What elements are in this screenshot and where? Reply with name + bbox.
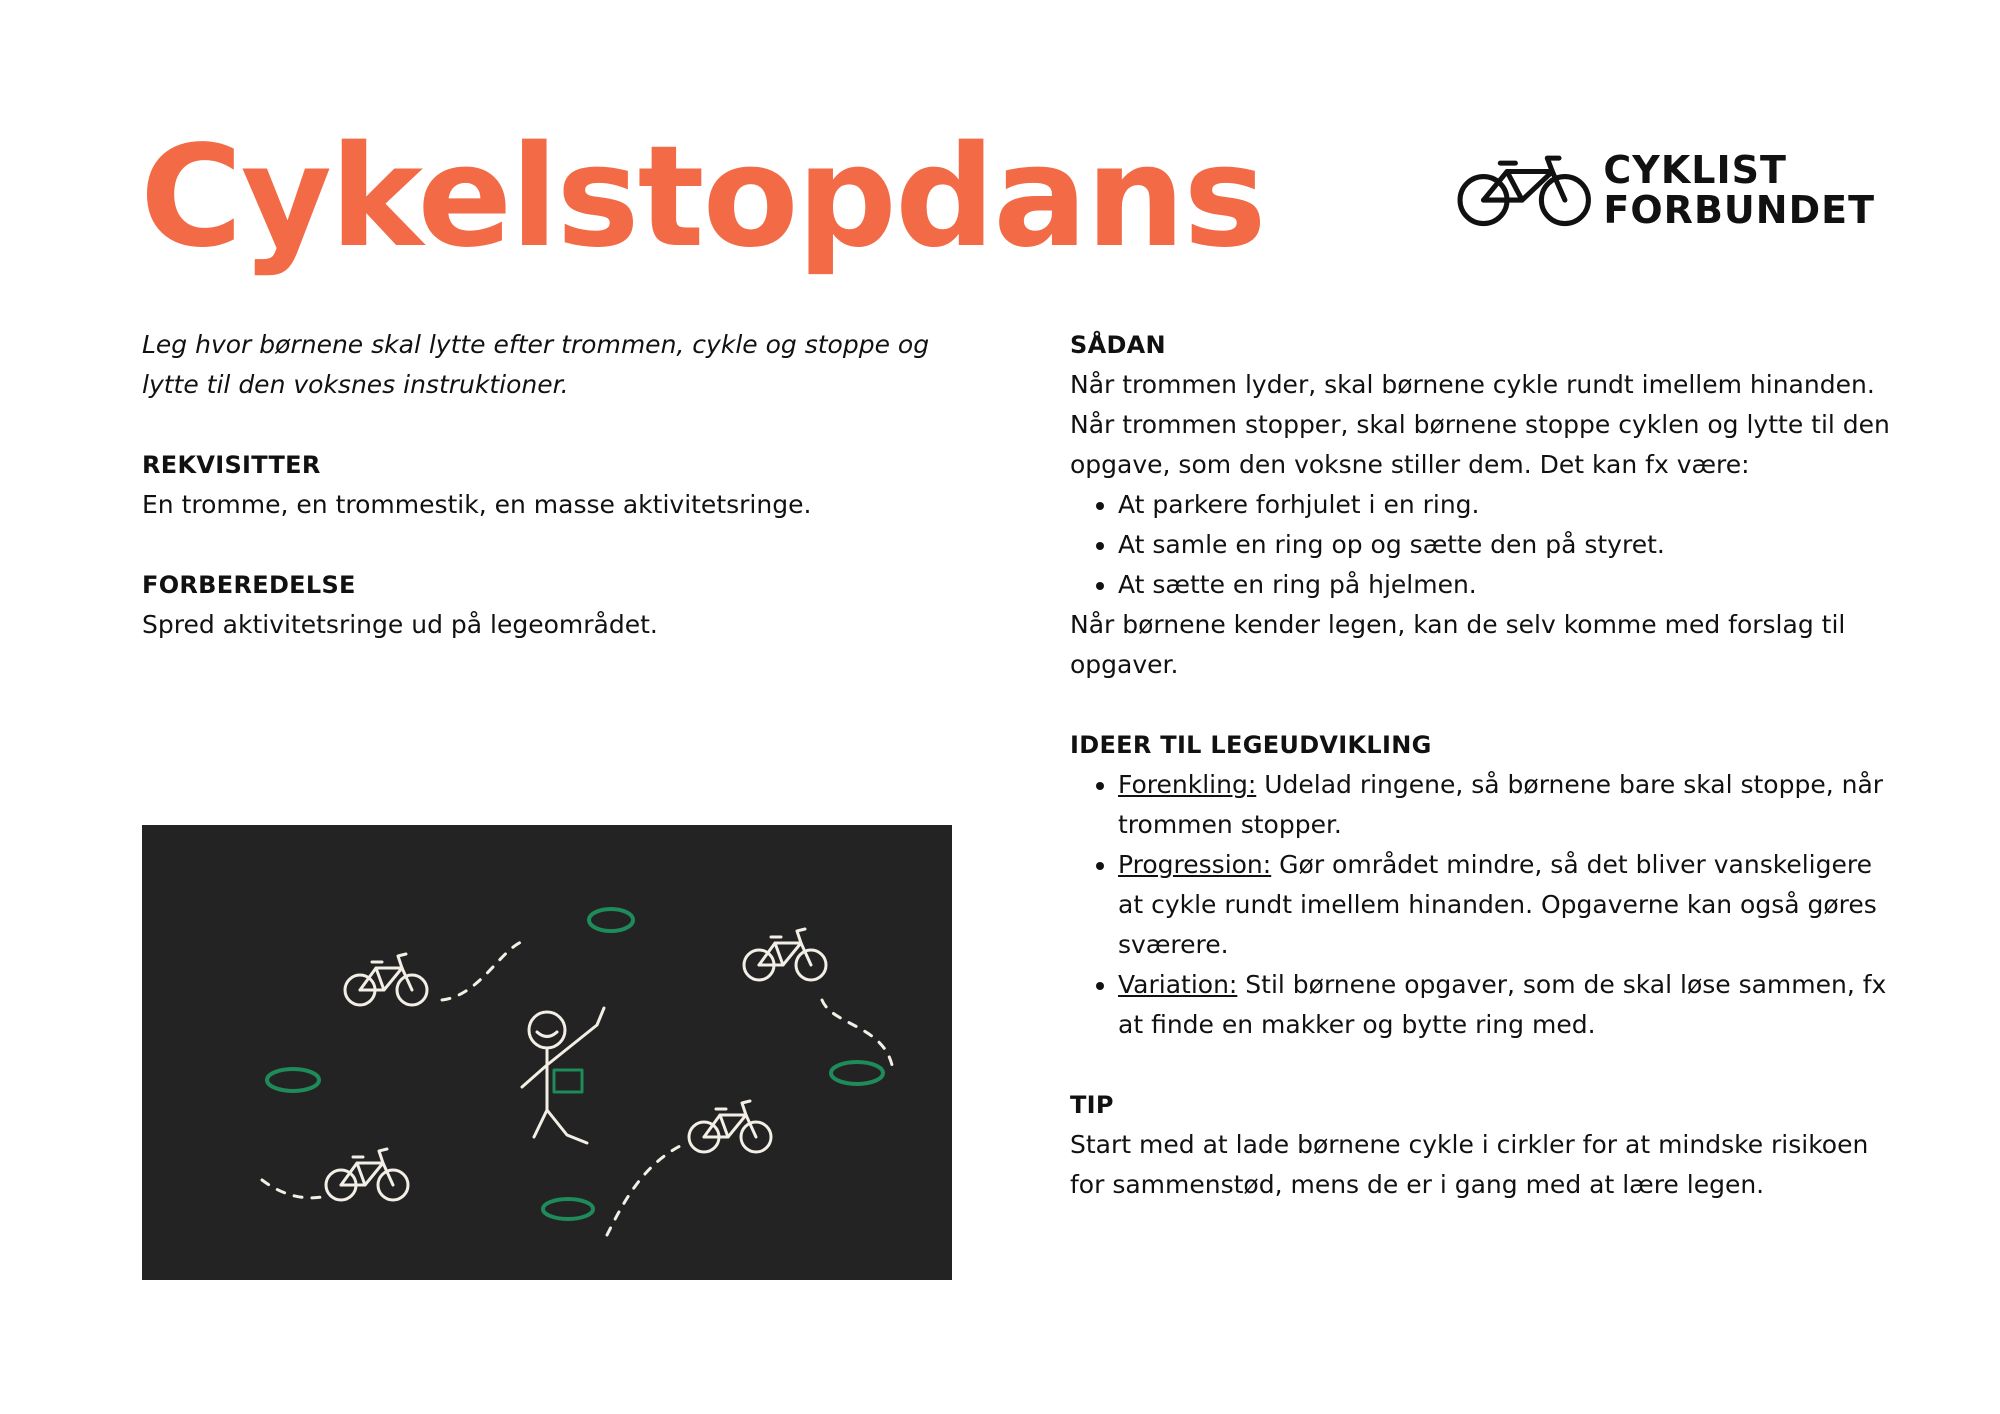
left-column <box>142 325 962 685</box>
idea-text: Udelad ringene, så børnene bare skal stoppe, når trommen stopper. <box>1118 770 1884 839</box>
illustration-panel <box>142 825 952 1280</box>
bike-3 <box>326 1149 408 1200</box>
forberedelse-text: Spred aktivitetsringe ud på legeområdet. <box>142 610 658 639</box>
list-item: • At sætte en ring på hjelmen. <box>1118 565 1890 605</box>
bike-1 <box>345 954 427 1005</box>
page-title: Cykelstopdans <box>140 116 1265 279</box>
ideer-list <box>1070 765 1890 1045</box>
sadan-after-text: Når børnene kender legen, kan de selv komme med forslag til opgaver. <box>1070 610 1846 679</box>
right-column <box>1070 325 1890 1245</box>
rekvisitter-text: En tromme, en trommestik, en masse aktivitetsringe. <box>142 490 812 519</box>
sadan-text: Når trommen lyder, skal børnene cykle rundt imellem hinanden. Når trommen stopper, skal børnene stoppe cyklen og lytte til den opgave, som den voksne stiller dem. Det kan fx være: <box>1070 370 1890 479</box>
list-item <box>1118 765 1890 845</box>
rekvisitter-section <box>142 445 962 525</box>
bike-4 <box>689 1101 771 1152</box>
forberedelse-heading: FORBEREDELSE <box>142 571 356 599</box>
tip-text: Start med at lade børnene cykle i cirkler for at mindske risikoen for sammenstød, mens de er i gang med at lære legen. <box>1070 1130 1869 1199</box>
cyklistforbundet-logo <box>1455 140 1875 240</box>
sadan-list <box>1070 485 1890 605</box>
logo-line-2: FORBUNDET <box>1603 188 1875 232</box>
idea-text: Gør området mindre, så det bliver vanskeligere at cykle rundt imellem hinanden. Opgaverne kan også gøres sværere. <box>1118 850 1877 959</box>
children-cycling-illustration <box>142 825 952 1280</box>
list-item: • At parkere forhjulet i en ring. <box>1118 485 1890 525</box>
idea-text: Stil børnene opgaver, som de skal løse sammen, fx at finde en makker og bytte ring med. <box>1118 970 1887 1039</box>
rekvisitter-heading: REKVISITTER <box>142 451 321 479</box>
tip-section <box>1070 1085 1890 1205</box>
bike-paths <box>262 940 892 1235</box>
idea-label: Forenkling: <box>1118 770 1257 799</box>
list-item <box>1118 845 1890 965</box>
sadan-section <box>1070 325 1890 685</box>
bike-2 <box>744 929 826 980</box>
forberedelse-section <box>142 565 962 645</box>
tip-heading: TIP <box>1070 1091 1114 1119</box>
logo-line-1: CYKLIST <box>1603 148 1787 192</box>
adult-figure <box>522 1008 604 1143</box>
list-item: • At samle en ring op og sætte den på styret. <box>1118 525 1890 565</box>
idea-label: Variation: <box>1118 970 1238 999</box>
ideer-section <box>1070 725 1890 1045</box>
ideer-heading: IDEER TIL LEGEUDVIKLING <box>1070 731 1432 759</box>
list-item <box>1118 965 1890 1045</box>
idea-label: Progression: <box>1118 850 1272 879</box>
intro-text: Leg hvor børnene skal lytte efter trommen, cykle og stoppe og lytte til den voksnes instruktioner. <box>142 330 930 399</box>
sadan-heading: SÅDAN <box>1070 331 1166 359</box>
bicycle-icon <box>1455 140 1593 240</box>
